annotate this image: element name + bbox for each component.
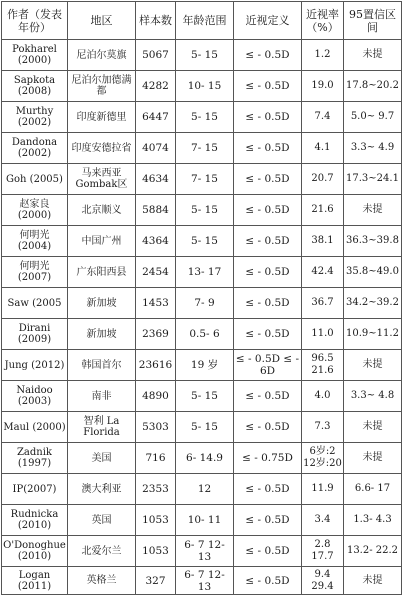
region-cell: 新加坡 — [68, 319, 136, 350]
region-cell: 马来西亚 Gombak区 — [68, 164, 136, 195]
rate-cell: 6岁:2 12岁:20 — [302, 443, 344, 474]
sample-size-cell: 327 — [136, 567, 176, 595]
table-body — [2, 40, 402, 595]
author-cell: Zadnik (1997) — [2, 443, 68, 474]
definition-cell: ≤ - 0.5D — [234, 474, 302, 505]
definition-cell: ≤ - 0.5D — [234, 257, 302, 288]
author-cell: Pokharel (2000) — [2, 40, 68, 71]
rate-cell: 21.6 — [302, 195, 344, 226]
region-cell: 印度新德里 — [68, 102, 136, 133]
sample-size-cell: 5884 — [136, 195, 176, 226]
sample-size-cell: 716 — [136, 443, 176, 474]
ci-cell: 未提 — [344, 443, 402, 474]
table-row — [2, 226, 402, 257]
table-row — [2, 505, 402, 536]
author-cell: O'Donoghue (2010) — [2, 536, 68, 567]
age-range-cell: 0.5- 6 — [176, 319, 234, 350]
author-cell: Murthy (2002) — [2, 102, 68, 133]
age-range-cell: 5- 15 — [176, 381, 234, 412]
age-range-cell: 19 岁 — [176, 350, 234, 381]
rate-cell: 4.0 — [302, 381, 344, 412]
age-range-cell: 5- 15 — [176, 226, 234, 257]
table-row — [2, 381, 402, 412]
age-range-cell: 5- 15 — [176, 195, 234, 226]
table-row — [2, 257, 402, 288]
region-cell: 英国 — [68, 505, 136, 536]
rate-cell: 1.2 — [302, 40, 344, 71]
header-author: 作者（发表年份） — [2, 2, 68, 40]
ci-cell: 34.2~39.2 — [344, 288, 402, 319]
age-range-cell: 5- 15 — [176, 40, 234, 71]
ci-cell: 10.9~11.2 — [344, 319, 402, 350]
rate-cell: 38.1 — [302, 226, 344, 257]
region-cell: 澳大利亚 — [68, 474, 136, 505]
ci-cell: 1.3- 4.3 — [344, 505, 402, 536]
region-cell: 尼泊尔加德满都 — [68, 71, 136, 102]
table-row — [2, 102, 402, 133]
table-row — [2, 133, 402, 164]
definition-cell: ≤ - 0.5D — [234, 412, 302, 443]
definition-cell: ≤ - 0.5D — [234, 71, 302, 102]
table-row — [2, 350, 402, 381]
age-range-cell: 7- 15 — [176, 164, 234, 195]
header-myopia-definition: 近视定义 — [234, 2, 302, 40]
region-cell: 广东阳西县 — [68, 257, 136, 288]
rate-cell: 7.3 — [302, 412, 344, 443]
region-cell: 美国 — [68, 443, 136, 474]
definition-cell: ≤ - 0.5D — [234, 567, 302, 595]
author-cell: 赵家良 (2000) — [2, 195, 68, 226]
definition-cell: ≤ - 0.5D — [234, 536, 302, 567]
author-cell: Maul (2000) — [2, 412, 68, 443]
sample-size-cell: 2454 — [136, 257, 176, 288]
region-cell: 英格兰 — [68, 567, 136, 595]
sample-size-cell: 1053 — [136, 505, 176, 536]
age-range-cell: 10- 15 — [176, 71, 234, 102]
header-sample-size: 样本数 — [136, 2, 176, 40]
header-age-range: 年龄范围 — [176, 2, 234, 40]
rate-cell: 19.0 — [302, 71, 344, 102]
table-row — [2, 40, 402, 71]
age-range-cell: 13- 17 — [176, 257, 234, 288]
table-row — [2, 288, 402, 319]
author-cell: Rudnicka (2010) — [2, 505, 68, 536]
age-range-cell: 7- 9 — [176, 288, 234, 319]
sample-size-cell: 5303 — [136, 412, 176, 443]
table-row — [2, 474, 402, 505]
ci-cell: 未提 — [344, 350, 402, 381]
author-cell: Logan (2011) — [2, 567, 68, 595]
definition-cell: ≤ - 0.5D — [234, 40, 302, 71]
table-row — [2, 71, 402, 102]
region-cell: 尼泊尔莫旗 — [68, 40, 136, 71]
rate-cell: 20.7 — [302, 164, 344, 195]
ci-cell: 13.2- 22.2 — [344, 536, 402, 567]
author-cell: 何明光 (2004) — [2, 226, 68, 257]
ci-cell: 未提 — [344, 567, 402, 595]
definition-cell: ≤ - 0.5D — [234, 164, 302, 195]
author-cell: Sapkota (2008) — [2, 71, 68, 102]
age-range-cell: 12 — [176, 474, 234, 505]
author-cell: Dandona (2002) — [2, 133, 68, 164]
sample-size-cell: 4074 — [136, 133, 176, 164]
ci-cell: 17.8~20.2 — [344, 71, 402, 102]
author-cell: Goh (2005) — [2, 164, 68, 195]
definition-cell: ≤ - 0.5D — [234, 226, 302, 257]
author-cell: IP(2007) — [2, 474, 68, 505]
rate-cell: 36.7 — [302, 288, 344, 319]
rate-cell: 96.5 21.6 — [302, 350, 344, 381]
table-row — [2, 412, 402, 443]
author-cell: Jung (2012) — [2, 350, 68, 381]
definition-cell: ≤ - 0.5D — [234, 102, 302, 133]
header-confidence-interval: 95置信区间 — [344, 2, 402, 40]
rate-cell: 3.4 — [302, 505, 344, 536]
rate-cell: 11.0 — [302, 319, 344, 350]
sample-size-cell: 1053 — [136, 536, 176, 567]
rate-cell: 4.1 — [302, 133, 344, 164]
ci-cell: 3.3~ 4.8 — [344, 381, 402, 412]
sample-size-cell: 4634 — [136, 164, 176, 195]
age-range-cell: 5- 15 — [176, 102, 234, 133]
sample-size-cell: 1453 — [136, 288, 176, 319]
ci-cell: 35.8~49.0 — [344, 257, 402, 288]
rate-cell: 42.4 — [302, 257, 344, 288]
definition-cell: ≤ - 0.5D — [234, 381, 302, 412]
region-cell: 新加坡 — [68, 288, 136, 319]
author-cell: Dirani (2009) — [2, 319, 68, 350]
rate-cell: 7.4 — [302, 102, 344, 133]
rate-cell: 11.9 — [302, 474, 344, 505]
definition-cell: ≤ - 0.5D — [234, 288, 302, 319]
ci-cell: 未提 — [344, 40, 402, 71]
age-range-cell: 6- 7 12- 13 — [176, 536, 234, 567]
ci-cell: 未提 — [344, 412, 402, 443]
age-range-cell: 7- 15 — [176, 133, 234, 164]
sample-size-cell: 2353 — [136, 474, 176, 505]
sample-size-cell: 4364 — [136, 226, 176, 257]
region-cell: 智利 La Florida — [68, 412, 136, 443]
rate-cell: 2.8 17.7 — [302, 536, 344, 567]
table-row — [2, 443, 402, 474]
ci-cell: 5.0~ 9.7 — [344, 102, 402, 133]
sample-size-cell: 6447 — [136, 102, 176, 133]
sample-size-cell: 2369 — [136, 319, 176, 350]
age-range-cell: 10- 11 — [176, 505, 234, 536]
author-cell: Saw (2005 — [2, 288, 68, 319]
author-cell: 何明光 (2007) — [2, 257, 68, 288]
table-row — [2, 319, 402, 350]
region-cell: 南非 — [68, 381, 136, 412]
ci-cell: 17.3~24.1 — [344, 164, 402, 195]
table-header-row — [2, 2, 402, 40]
ci-cell: 3.3~ 4.9 — [344, 133, 402, 164]
age-range-cell: 6- 14.9 — [176, 443, 234, 474]
age-range-cell: 5- 15 — [176, 412, 234, 443]
age-range-cell: 6- 7 12- 13 — [176, 567, 234, 595]
table-row — [2, 195, 402, 226]
sample-size-cell: 4890 — [136, 381, 176, 412]
header-myopia-rate: 近视率（%） — [302, 2, 344, 40]
ci-cell: 未提 — [344, 195, 402, 226]
definition-cell: ≤ - 0.75D — [234, 443, 302, 474]
definition-cell: ≤ - 0.5D ≤ - 6D — [234, 350, 302, 381]
table-row — [2, 536, 402, 567]
table-row — [2, 567, 402, 595]
region-cell: 印度安德拉省 — [68, 133, 136, 164]
sample-size-cell: 4282 — [136, 71, 176, 102]
region-cell: 韩国首尔 — [68, 350, 136, 381]
region-cell: 北京顺义 — [68, 195, 136, 226]
ci-cell: 36.3~39.8 — [344, 226, 402, 257]
region-cell: 北爱尔兰 — [68, 536, 136, 567]
definition-cell: ≤ - 0.5D — [234, 319, 302, 350]
myopia-prevalence-table — [1, 1, 402, 595]
ci-cell: 6.6- 17 — [344, 474, 402, 505]
header-region: 地区 — [68, 2, 136, 40]
definition-cell: ≤ - 0.5D — [234, 133, 302, 164]
region-cell: 中国广州 — [68, 226, 136, 257]
definition-cell: ≤ - 0.5D — [234, 505, 302, 536]
author-cell: Naidoo (2003) — [2, 381, 68, 412]
sample-size-cell: 23616 — [136, 350, 176, 381]
sample-size-cell: 5067 — [136, 40, 176, 71]
table-row — [2, 164, 402, 195]
rate-cell: 9.4 29.4 — [302, 567, 344, 595]
definition-cell: ≤ - 0.5D — [234, 195, 302, 226]
